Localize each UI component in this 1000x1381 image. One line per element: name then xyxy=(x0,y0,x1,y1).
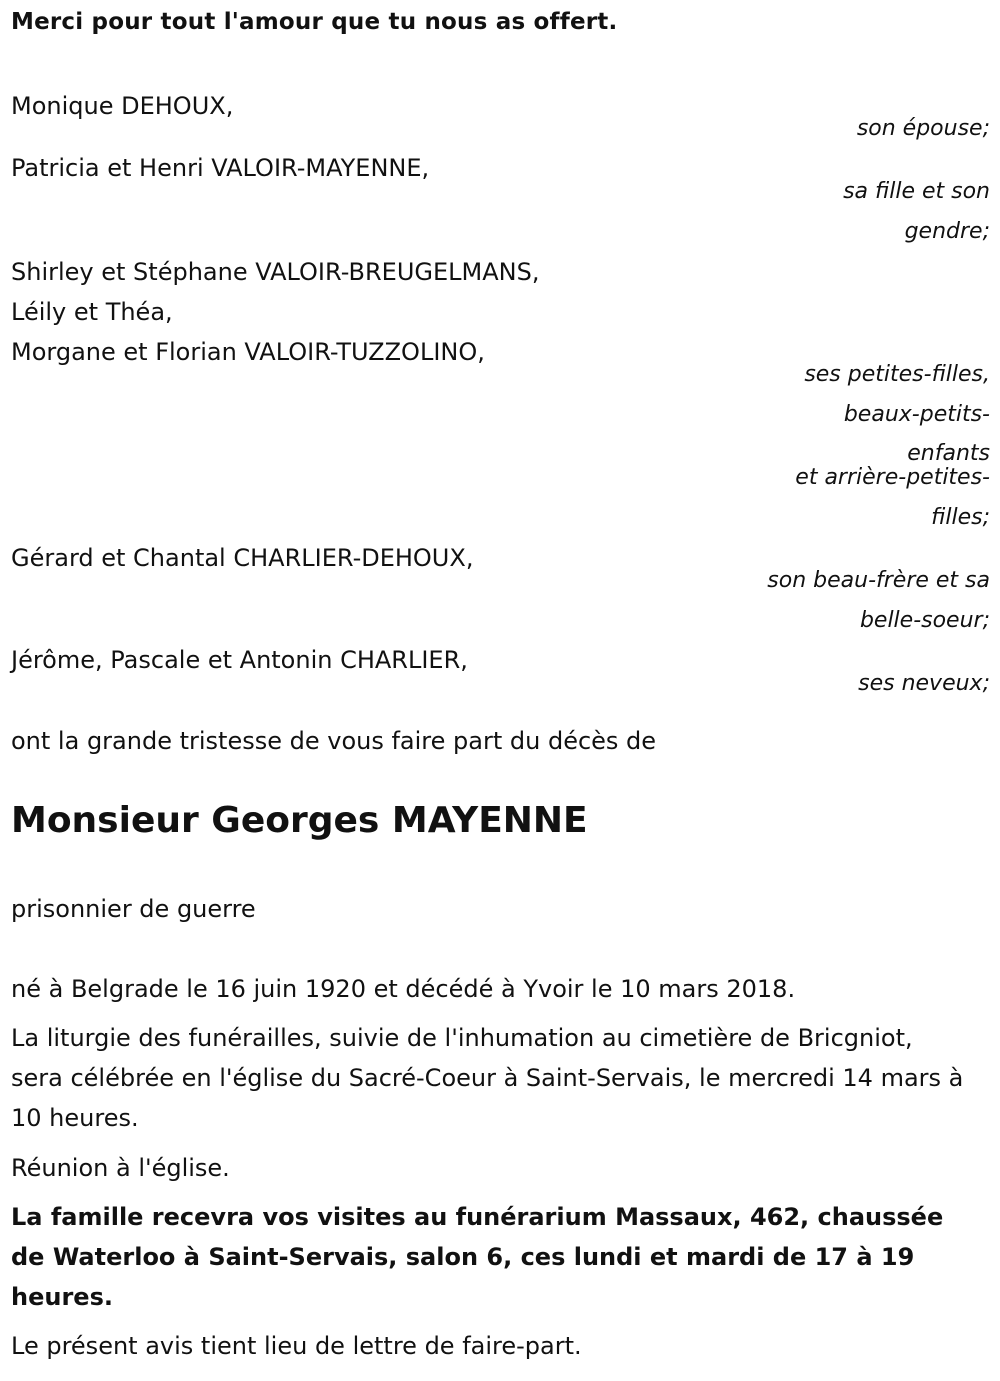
family-name: Shirley et Stéphane VALOIR-BREUGELMANS, xyxy=(11,258,540,286)
announcement-text: ont la grande tristesse de vous faire part du décès de xyxy=(11,727,657,755)
liturgy-paragraph: La liturgie des funérailles, suivie de l'inhumation au cimetière de Bricgniot, sera célébrée en l'église du Sacré-Coeur à Saint-Servais, le mercredi 14 mars à 10 heures. xyxy=(11,1024,964,1132)
family-name: Morgane et Florian VALOIR-TUZZOLINO, xyxy=(11,338,485,366)
family-name: Monique DEHOUX, xyxy=(11,92,234,120)
family-relation: belle-soeur; xyxy=(859,608,990,633)
family-name: Léily et Théa, xyxy=(11,298,173,326)
deceased-name: Monsieur Georges MAYENNE xyxy=(11,800,588,841)
family-relation: gendre; xyxy=(904,219,990,244)
family-relation: son beau-frère et sa xyxy=(767,568,990,593)
closing-paragraph: Le présent avis tient lieu de lettre de faire-part. xyxy=(11,1332,582,1360)
family-relation: son épouse; xyxy=(856,116,990,141)
family-name: Patricia et Henri VALOIR-MAYENNE, xyxy=(11,154,430,182)
family-relation: beaux-petits- xyxy=(843,402,990,427)
family-relation: ses neveux; xyxy=(858,671,990,696)
family-relation: filles; xyxy=(931,505,990,530)
family-relation: ses petites-filles, xyxy=(804,362,990,387)
family-relation: enfants xyxy=(907,441,990,466)
deceased-dates: né à Belgrade le 16 juin 1920 et décédé à Yvoir le 10 mars 2018. xyxy=(11,975,796,1003)
deceased-title: prisonnier de guerre xyxy=(11,895,256,923)
visits-paragraph: La famille recevra vos visites au funérarium Massaux, 462, chaussée de Waterloo à Saint-Servais, salon 6, ces lundi et mardi de 17 à 19 heures. xyxy=(11,1203,944,1311)
intro-title: Merci pour tout l'amour que tu nous as offert. xyxy=(11,9,618,35)
family-name: Gérard et Chantal CHARLIER-DEHOUX, xyxy=(11,544,474,572)
family-relation: sa fille et son xyxy=(843,179,990,204)
family-name: Jérôme, Pascale et Antonin CHARLIER, xyxy=(11,646,468,674)
family-relation: et arrière-petites- xyxy=(795,465,990,490)
meeting-paragraph: Réunion à l'église. xyxy=(11,1154,230,1182)
